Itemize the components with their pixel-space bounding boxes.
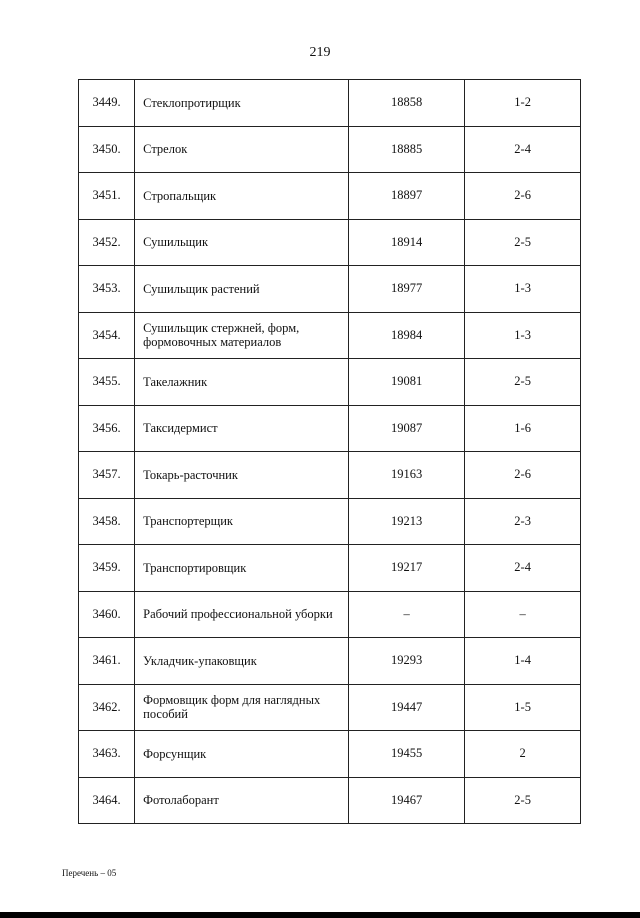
grade-range: 2-5 xyxy=(465,777,581,824)
page-edge xyxy=(0,912,640,918)
profession-name: Таксидермист xyxy=(135,405,349,452)
grade-range: 2-5 xyxy=(465,219,581,266)
row-number: 3451. xyxy=(79,173,135,220)
grade-range: 2-3 xyxy=(465,498,581,545)
grade-range: 1-3 xyxy=(465,312,581,359)
row-number: 3456. xyxy=(79,405,135,452)
table-row xyxy=(79,498,581,545)
profession-name: Транспортировщик xyxy=(135,545,349,592)
profession-name: Транспортерщик xyxy=(135,498,349,545)
table-body xyxy=(79,80,581,824)
profession-code: 19163 xyxy=(348,452,464,499)
row-number: 3449. xyxy=(79,80,135,127)
grade-range: – xyxy=(465,591,581,638)
profession-code: – xyxy=(348,591,464,638)
table-row xyxy=(79,638,581,685)
profession-code: 18914 xyxy=(348,219,464,266)
profession-code: 19455 xyxy=(348,731,464,778)
row-number: 3450. xyxy=(79,126,135,173)
profession-code: 19081 xyxy=(348,359,464,406)
table-row xyxy=(79,545,581,592)
table-row xyxy=(79,126,581,173)
grade-range: 2-6 xyxy=(465,452,581,499)
grade-range: 2-4 xyxy=(465,545,581,592)
row-number: 3459. xyxy=(79,545,135,592)
grade-range: 2-6 xyxy=(465,173,581,220)
table-row xyxy=(79,80,581,127)
table-row xyxy=(79,312,581,359)
table-row xyxy=(79,219,581,266)
grade-range: 1-4 xyxy=(465,638,581,685)
grade-range: 2-5 xyxy=(465,359,581,406)
grade-range: 1-3 xyxy=(465,266,581,313)
profession-code: 18897 xyxy=(348,173,464,220)
table-row xyxy=(79,173,581,220)
grade-range: 2 xyxy=(465,731,581,778)
profession-code: 19213 xyxy=(348,498,464,545)
table-row xyxy=(79,684,581,731)
grade-range: 2-4 xyxy=(465,126,581,173)
row-number: 3454. xyxy=(79,312,135,359)
table-row xyxy=(79,452,581,499)
profession-name: Формовщик форм для наглядных пособий xyxy=(135,684,349,731)
table-row xyxy=(79,266,581,313)
row-number: 3461. xyxy=(79,638,135,685)
row-number: 3455. xyxy=(79,359,135,406)
profession-code: 18858 xyxy=(348,80,464,127)
row-number: 3460. xyxy=(79,591,135,638)
table-row xyxy=(79,777,581,824)
profession-code: 19217 xyxy=(348,545,464,592)
professions-table xyxy=(78,79,581,824)
profession-code: 18885 xyxy=(348,126,464,173)
row-number: 3464. xyxy=(79,777,135,824)
profession-code: 18984 xyxy=(348,312,464,359)
profession-name: Рабочий профессиональной уборки xyxy=(135,591,349,638)
profession-name: Стрелок xyxy=(135,126,349,173)
profession-code: 19467 xyxy=(348,777,464,824)
profession-code: 19447 xyxy=(348,684,464,731)
profession-code: 19293 xyxy=(348,638,464,685)
profession-code: 18977 xyxy=(348,266,464,313)
table-row xyxy=(79,731,581,778)
profession-name: Сушильщик стержней, форм, формовочных материалов xyxy=(135,312,349,359)
page-number: 219 xyxy=(309,45,331,60)
grade-range: 1-2 xyxy=(465,80,581,127)
table-row xyxy=(79,591,581,638)
profession-code: 19087 xyxy=(348,405,464,452)
profession-name: Стропальщик xyxy=(135,173,349,220)
grade-range: 1-6 xyxy=(465,405,581,452)
row-number: 3453. xyxy=(79,266,135,313)
table-row xyxy=(79,359,581,406)
profession-name: Сушильщик xyxy=(135,219,349,266)
profession-name: Укладчик-упаковщик xyxy=(135,638,349,685)
profession-name: Токарь-расточник xyxy=(135,452,349,499)
row-number: 3452. xyxy=(79,219,135,266)
profession-name: Стеклопротирщик xyxy=(135,80,349,127)
profession-name: Такелажник xyxy=(135,359,349,406)
grade-range: 1-5 xyxy=(465,684,581,731)
profession-name: Форсунщик xyxy=(135,731,349,778)
row-number: 3458. xyxy=(79,498,135,545)
row-number: 3457. xyxy=(79,452,135,499)
profession-name: Фотолаборант xyxy=(135,777,349,824)
row-number: 3462. xyxy=(79,684,135,731)
page-footer: Перечень – 05 xyxy=(62,868,117,878)
table-row xyxy=(79,405,581,452)
profession-name: Сушильщик растений xyxy=(135,266,349,313)
row-number: 3463. xyxy=(79,731,135,778)
